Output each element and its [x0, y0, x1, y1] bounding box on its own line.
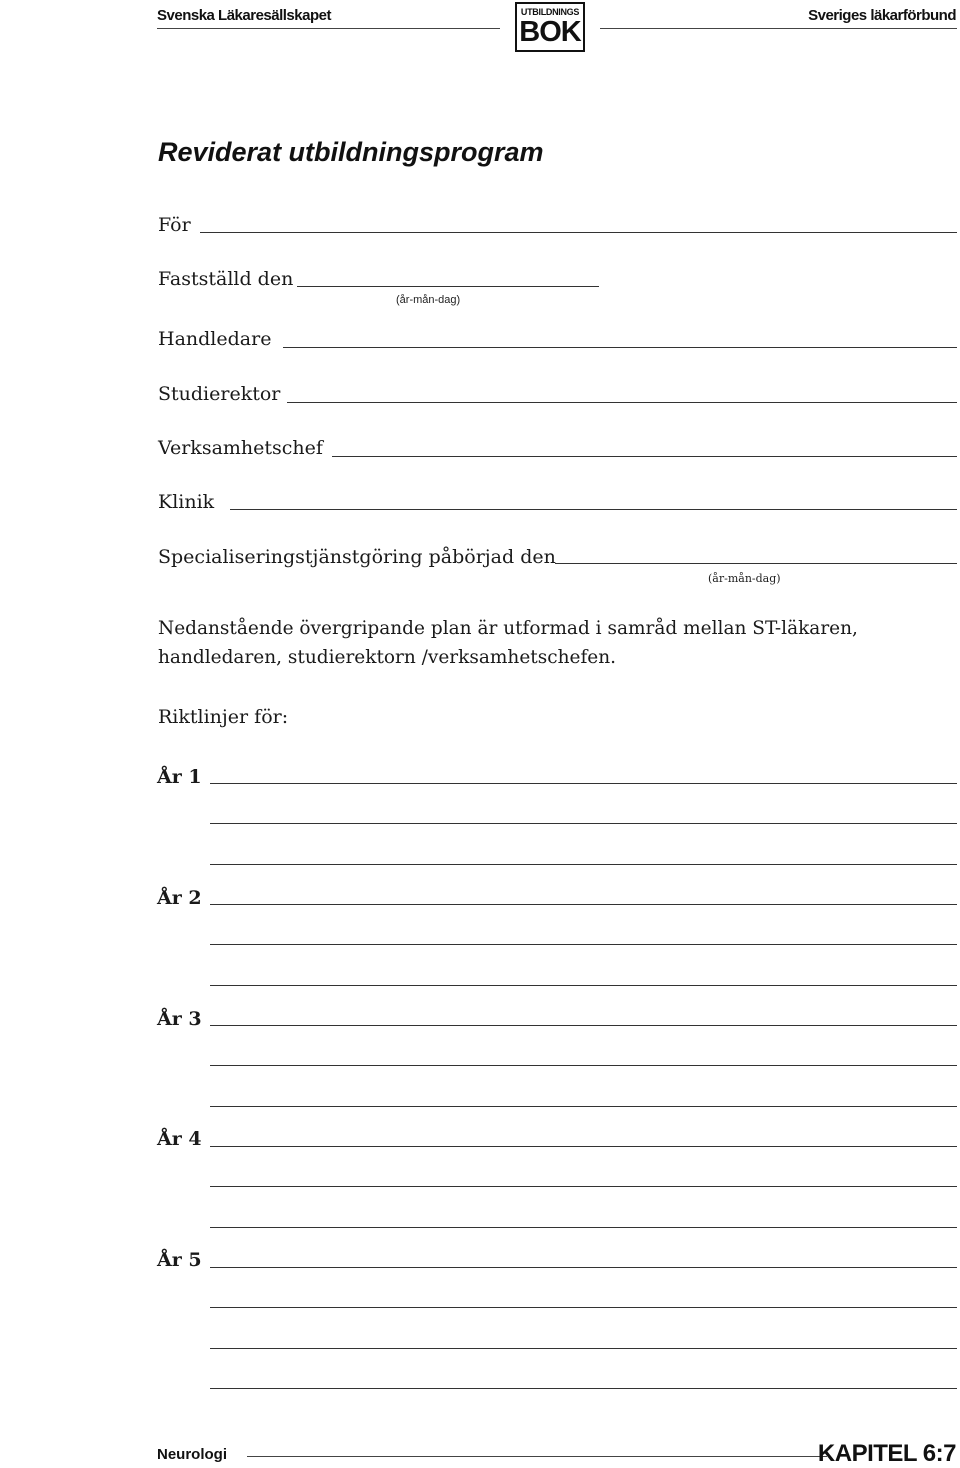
year-4-line-2[interactable]: [210, 1186, 957, 1187]
faststalld-date-hint: (år-mån-dag): [396, 294, 461, 306]
header-left-org: Svenska Läkaresällskapet: [157, 7, 331, 24]
plan-paragraph-line-2: handledaren, studierektorn /verksamhetschefen.: [158, 647, 617, 668]
year-3-line-3[interactable]: [210, 1106, 957, 1107]
year-3-line-1[interactable]: [210, 1025, 957, 1026]
year-2-line-3[interactable]: [210, 985, 957, 986]
utbildningsbok-logo: [515, 2, 585, 52]
guidelines-label: Riktlinjer för:: [158, 706, 289, 728]
year-3-label: År 3: [157, 1008, 202, 1030]
studierektor-input-line[interactable]: [287, 402, 957, 403]
year-4-line-1[interactable]: [210, 1146, 957, 1147]
verksamhetschef-input-line[interactable]: [332, 456, 957, 457]
year-4-label: År 4: [157, 1128, 202, 1150]
verksamhetschef-label: Verksamhetschef: [158, 437, 323, 459]
footer-chapter: KAPITEL 6:7: [817, 1440, 956, 1467]
klinik-label: Klinik: [158, 491, 215, 513]
klinik-input-line[interactable]: [230, 509, 957, 510]
year-2-label: År 2: [157, 887, 202, 909]
footer-specialty: Neurologi: [157, 1446, 227, 1463]
plan-paragraph-line-1: Nedanstående övergripande plan är utformad i samråd mellan ST-läkaren,: [158, 618, 858, 639]
logo-main-text: BOK: [519, 16, 581, 48]
header-rule-right: [600, 28, 957, 29]
year-5-line-3[interactable]: [210, 1348, 957, 1349]
faststalld-input-line[interactable]: [297, 286, 599, 287]
handledare-input-line[interactable]: [283, 347, 957, 348]
spec-label: Specialiseringstjänstgöring påbörjad den: [158, 546, 556, 568]
year-1-line-1[interactable]: [210, 783, 957, 784]
header-rule-left: [157, 28, 500, 29]
logo-top-text: UTBILDNINGS: [520, 7, 580, 17]
plan-paragraph: [158, 614, 958, 672]
year-1-label: År 1: [157, 766, 202, 788]
year-5-line-2[interactable]: [210, 1307, 957, 1308]
year-5-line-1[interactable]: [210, 1267, 957, 1268]
year-5-line-4[interactable]: [210, 1388, 957, 1389]
footer-rule: [247, 1456, 827, 1457]
for-input-line[interactable]: [200, 232, 957, 233]
spec-date-hint: (år-mån-dag): [708, 572, 781, 585]
spec-input-line[interactable]: [555, 563, 957, 564]
for-label: För: [158, 214, 191, 236]
handledare-label: Handledare: [158, 328, 272, 350]
page-title: Reviderat utbildningsprogram: [158, 137, 544, 167]
year-1-line-3[interactable]: [210, 864, 957, 865]
year-4-line-3[interactable]: [210, 1227, 957, 1228]
year-2-line-2[interactable]: [210, 944, 957, 945]
studierektor-label: Studierektor: [158, 383, 281, 405]
faststalld-label: Fastställd den: [158, 268, 294, 290]
year-3-line-2[interactable]: [210, 1065, 957, 1066]
header-right-org: Sveriges läkarförbund: [808, 7, 956, 24]
year-5-label: År 5: [157, 1249, 202, 1271]
year-1-line-2[interactable]: [210, 823, 957, 824]
year-2-line-1[interactable]: [210, 904, 957, 905]
